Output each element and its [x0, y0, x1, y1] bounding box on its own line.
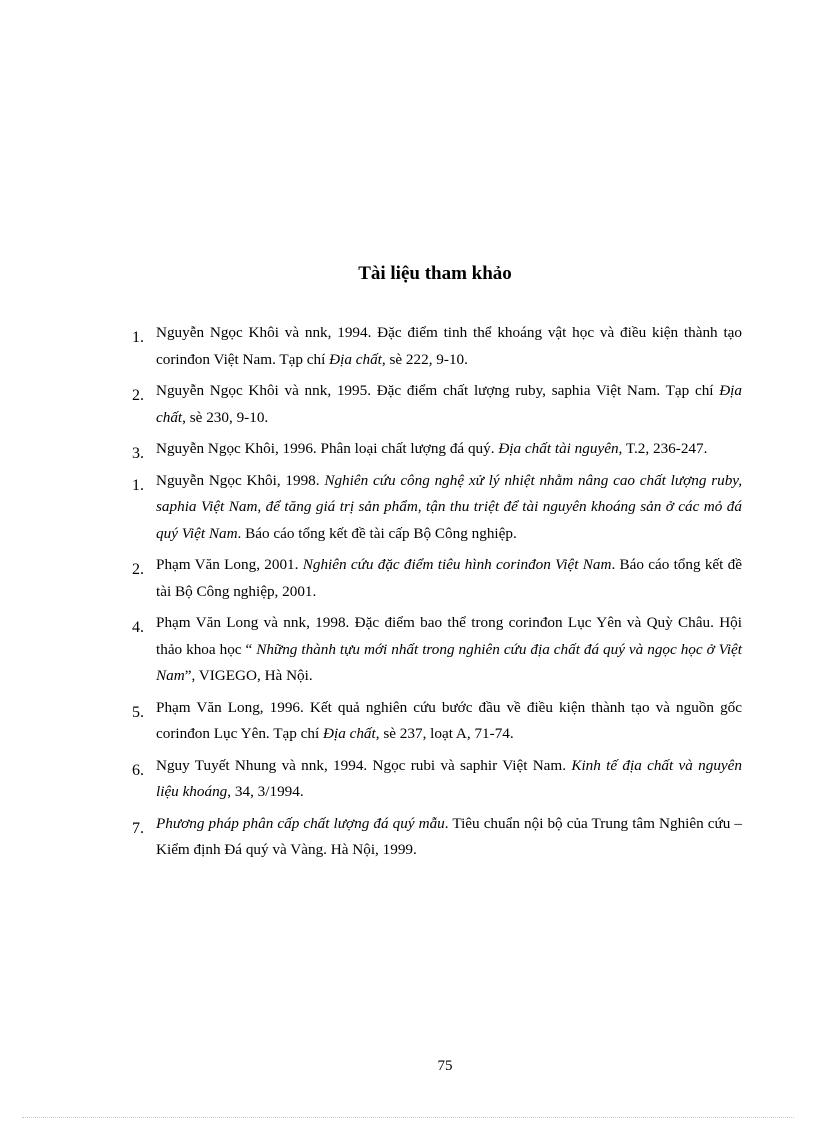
reference-list — [132, 320, 742, 869]
reference-item — [132, 552, 742, 605]
reference-italic-segment: Phương pháp phân cấp chất lượng đá quý mẫu — [156, 814, 445, 832]
reference-text — [156, 324, 742, 368]
reference-segment: Nguyễn Ngọc Khôi, 1996. Phân loại chất lượng đá quý. — [156, 440, 499, 457]
reference-segment: , sè 230, 9-10. — [182, 408, 269, 426]
reference-number: 1. — [132, 476, 144, 494]
reference-segment: , T.2, 236-247. — [618, 440, 708, 457]
reference-italic-segment: Nghiên cứu công nghệ xử lý nhiệt nhằm nâng cao chất lượng ruby, saphia Việt Nam, để tăng giá trị sản phẩm, tận thu triệt để tài nguyên khoáng sản ở các mỏ đá quý Việt Nam — [156, 471, 742, 542]
reference-segment: Nguyễn Ngọc Khôi và nnk, 1994. Đặc điểm tinh thể khoáng vật học và điều kiện thành tạo corinđon Việt Nam. Tạp chí — [156, 324, 742, 368]
page-title: Tài liệu tham khảo — [358, 263, 512, 284]
reference-segment: Nguyễn Ngọc Khôi và nnk, 1995. Đặc điểm chất lượng ruby, saphia Việt Nam. Tạp chí — [156, 382, 720, 399]
reference-item — [132, 753, 742, 806]
reference-item — [132, 378, 742, 431]
reference-italic-segment: Những thành tựu mới nhất trong nghiên cứu địa chất đá quý và ngọc học ở Việt Nam — [156, 640, 742, 684]
reference-number: 4. — [132, 619, 144, 636]
reference-italic-segment: Kinh tế địa chất và nguyên liệu khoáng — [156, 756, 743, 800]
reference-segment: , sè 237, loạt A, 71-74. — [375, 725, 514, 742]
reference-number: 6. — [132, 761, 144, 779]
reference-number: 3. — [132, 445, 144, 462]
reference-segment: Phạm Văn Long, 1996. Kết quả nghiên cứu bước đầu về điều kiện thành tạo và nguồn gốc corinđon Lục Yên. Tạp chí — [156, 698, 742, 742]
reference-italic-segment: Nghiên cứu đặc điểm tiêu hình corinđon Việt Nam — [302, 556, 612, 573]
reference-text — [156, 815, 742, 859]
reference-text — [156, 699, 742, 743]
reference-italic-segment: Địa chất — [156, 382, 742, 426]
reference-segment: Phạm Văn Long, 2001. — [156, 556, 303, 573]
reference-segment: Nguy Tuyết Nhung và nnk, 1994. Ngọc rubi và saphir Việt Nam. — [156, 756, 572, 774]
reference-text — [156, 757, 742, 801]
reference-item — [132, 610, 742, 690]
reference-number: 1. — [132, 329, 144, 346]
page-number: 75 — [437, 1058, 453, 1074]
page-bottom-divider — [22, 1117, 794, 1118]
reference-item — [132, 695, 742, 748]
reference-item — [132, 320, 742, 373]
reference-segment: , 34, 3/1994. — [227, 783, 304, 800]
reference-text — [156, 382, 742, 426]
reference-segment: . Báo cáo tổng kết đề tài Bộ Công nghiệp, 2001. — [156, 556, 742, 600]
reference-item — [132, 436, 742, 463]
reference-segment: . Báo cáo tổng kết đề tài cấp Bộ Công nghiệp. — [237, 524, 517, 542]
reference-number: 2. — [132, 561, 144, 578]
reference-italic-segment: Địa chất — [323, 725, 376, 742]
reference-number: 5. — [132, 703, 144, 721]
reference-text — [156, 614, 742, 684]
reference-item — [132, 468, 742, 548]
reference-segment: ”, VIGEGO, Hà Nội. — [184, 667, 313, 684]
reference-italic-segment: Địa chất — [329, 350, 382, 368]
reference-text — [156, 472, 742, 542]
reference-italic-segment: Địa chất tài nguyên — [498, 440, 619, 457]
reference-segment: Phạm Văn Long và nnk, 1998. Đặc điểm bao thể trong corinđon Lục Yên và Quỳ Châu. Hội thảo khoa học “ — [156, 614, 742, 658]
reference-segment: . Tiêu chuẩn nội bộ của Trung tâm Nghiên cứu – Kiểm định Đá quý và Vàng. Hà Nội, 1999. — [156, 814, 742, 858]
reference-number: 2. — [132, 387, 144, 404]
reference-item — [132, 811, 742, 864]
reference-segment: , sè 222, 9-10. — [381, 350, 468, 368]
reference-segment: Nguyễn Ngọc Khôi, 1998. — [156, 471, 325, 489]
reference-text — [156, 440, 707, 457]
reference-text — [156, 556, 742, 600]
reference-number: 7. — [132, 819, 144, 837]
